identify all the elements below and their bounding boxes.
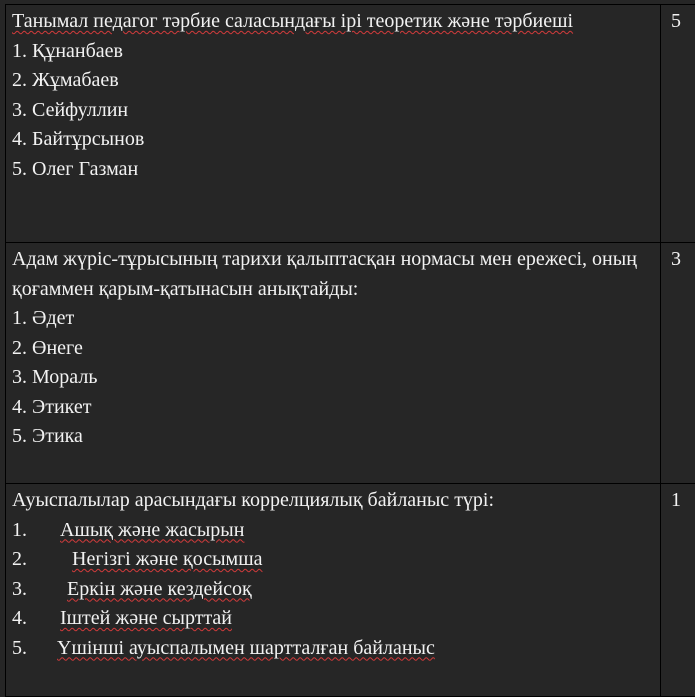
answer-option: 3. Сейфуллин [12,96,654,126]
question-row [6,243,695,484]
option-text: Негізгі және қосымша [72,548,262,570]
answer-option: 2. Өнеге [12,334,654,364]
option-number: 1. [12,516,60,546]
question-cell [6,243,661,484]
option-number: 5. [12,634,57,664]
answer-option [12,575,654,605]
question-prompt: Танымал педагог тәрбие саласындағы ірі теоретик және тәрбиеші [12,7,654,37]
answer-key-cell [661,5,695,243]
answer-option [12,545,654,575]
question-cell [6,484,661,697]
option-number: 2. [12,545,72,575]
question-row [6,5,695,243]
answer-option: 2. Жұмабаев [12,66,654,96]
answer-option: 1. Құнанбаев [12,37,654,67]
answer-key-cell [661,484,695,697]
answer-option: 5. Этика [12,422,654,452]
option-number: 3. [12,575,67,605]
question-prompt: Ауыспалылар арасындағы коррелциялық байланыс түрі: [12,486,654,516]
option-text: Іштей және сырттай [60,607,232,629]
answer-option: 4. Этикет [12,393,654,423]
option-text: Еркін және кездейсоқ [67,578,252,600]
answer-key: 5 [671,10,681,32]
answer-option [12,634,654,664]
question-prompt: Адам жүріс-тұрысының тарихи қалыптасқан нормасы мен ережесі, оның қоғаммен қарым-қатынасын анықтайды: [12,245,654,304]
question-row [6,484,695,697]
answer-key: 3 [671,248,681,270]
option-number: 4. [12,604,60,634]
answer-key-cell [661,243,695,484]
option-text: Ашық және жасырын [60,519,244,541]
answer-option: 4. Байтұрсынов [12,125,654,155]
answer-option: 5. Олег Газман [12,155,654,185]
option-text: Үшінші ауыспалымен шартталған байланыс [57,637,435,659]
answer-option [12,604,654,634]
question-table [5,4,695,697]
answer-option [12,516,654,546]
answer-key: 1 [671,489,681,511]
question-cell [6,5,661,243]
answer-option: 3. Мораль [12,363,654,393]
answer-option: 1. Әдет [12,304,654,334]
